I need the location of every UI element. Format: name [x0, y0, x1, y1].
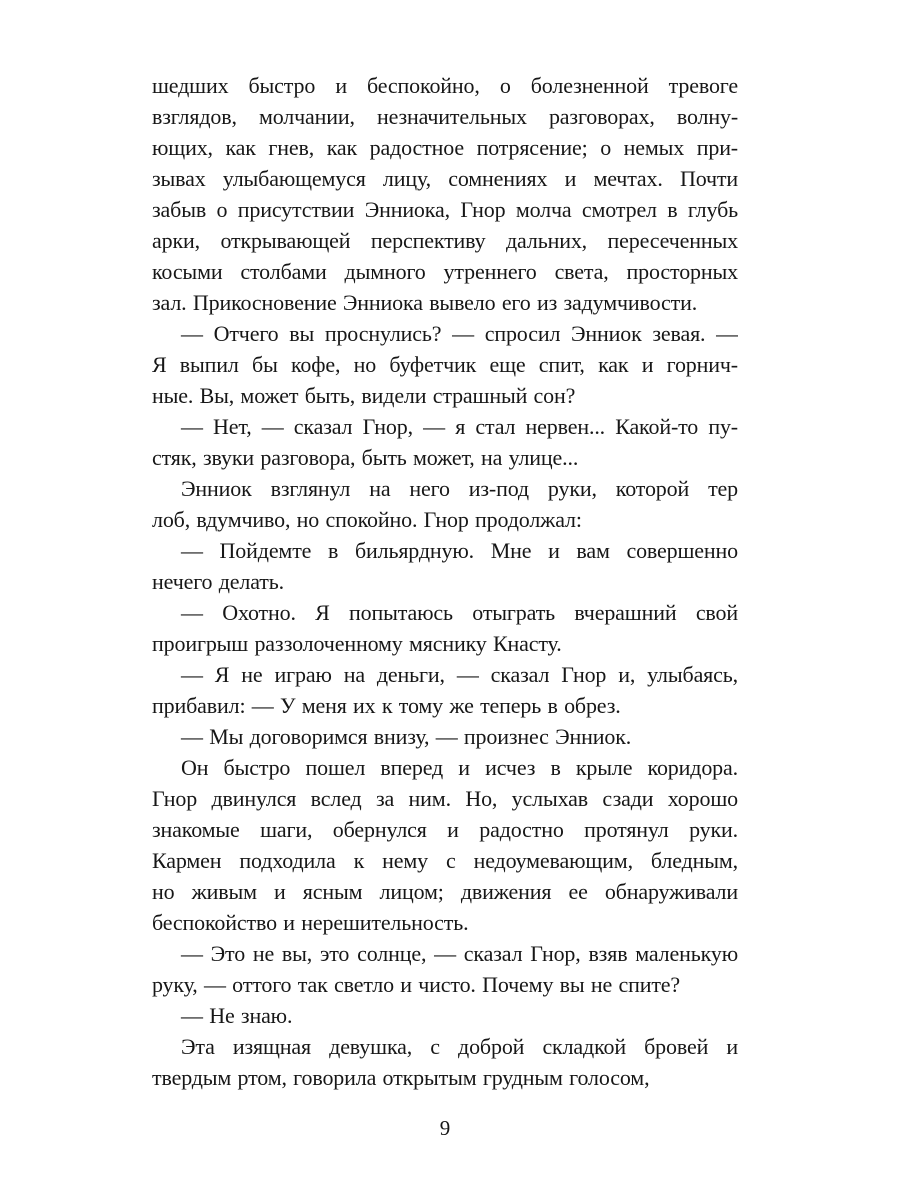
- paragraph: [152, 411, 738, 473]
- text-line: — Нет, — сказал Гнор, — я стал нервен... Какой-то пу-: [181, 414, 738, 439]
- paragraph: [152, 659, 738, 721]
- text-line: стяк, звуки разговора, быть может, на улице...: [152, 445, 579, 470]
- text-line: беспокойство и нерешительность.: [152, 910, 469, 935]
- text-line: но живым и ясным лицом; движения ее обнаруживали: [152, 879, 738, 904]
- text-line: шедших быстро и беспокойно, о болезненной тревоге: [152, 73, 738, 98]
- text-line: забыв о присутствии Энниока, Гнор молча смотрел в глубь: [152, 197, 738, 222]
- text-line: ные. Вы, может быть, видели страшный сон?: [152, 383, 576, 408]
- text-line: — Это не вы, это солнце, — сказал Гнор, взяв маленькую: [181, 941, 738, 966]
- text-line: — Я не играю на деньги, — сказал Гнор и, улыбаясь,: [181, 662, 738, 687]
- paragraph: [152, 721, 738, 752]
- paragraph: [152, 535, 738, 597]
- page-number: 9: [439, 1116, 451, 1140]
- text-line: — Не знаю.: [181, 1003, 293, 1028]
- text-line: лоб, вдумчиво, но спокойно. Гнор продолжал:: [152, 507, 582, 532]
- paragraph: [152, 70, 738, 318]
- text-column: [152, 70, 738, 1141]
- text-line: нечего делать.: [152, 569, 284, 594]
- text-line: Гнор двинулся вслед за ним. Но, услыхав сзади хорошо: [152, 786, 738, 811]
- paragraph: [152, 938, 738, 1000]
- text-line: взглядов, молчании, незначительных разговорах, волну-: [152, 104, 738, 129]
- paragraph: [152, 473, 738, 535]
- text-line: Энниок взглянул на него из-под руки, которой тер: [181, 476, 738, 501]
- paragraph: [152, 1000, 738, 1031]
- text-line: Он быстро пошел вперед и исчез в крыле коридора.: [181, 755, 738, 780]
- text-line: Эта изящная девушка, с доброй складкой бровей и: [181, 1034, 738, 1059]
- text-line: Кармен подходила к нему с недоумевающим, бледным,: [152, 848, 738, 873]
- text-line: — Мы договоримся внизу, — произнес Энниок.: [181, 724, 632, 749]
- text-line: — Пойдемте в бильярдную. Мне и вам совершенно: [181, 538, 738, 563]
- text-line: зал. Прикосновение Энниока вывело его из задумчивости.: [152, 290, 698, 315]
- text-line: проигрыш раззолоченному мяснику Кнасту.: [152, 631, 562, 656]
- text-line: прибавил: — У меня их к тому же теперь в обрез.: [152, 693, 621, 718]
- paragraph: [152, 1031, 738, 1093]
- page-text: [152, 70, 738, 1093]
- text-line: твердым ртом, говорила открытым грудным голосом,: [152, 1065, 650, 1090]
- text-line: арки, открывающей перспективу дальних, пересеченных: [152, 228, 738, 253]
- text-line: — Отчего вы проснулись? — спросил Энниок зевая. —: [181, 321, 738, 346]
- text-line: знакомые шаги, обернулся и радостно протянул руки.: [152, 817, 738, 842]
- paragraph: [152, 597, 738, 659]
- text-line: косыми столбами дымного утреннего света, просторных: [152, 259, 738, 284]
- text-line: Я выпил бы кофе, но буфетчик еще спит, как и горнич-: [152, 352, 738, 377]
- paragraph: [152, 318, 738, 411]
- paragraph: [152, 752, 738, 938]
- text-line: зывах улыбающемуся лицу, сомнениях и мечтах. Почти: [152, 166, 738, 191]
- text-line: ющих, как гнев, как радостное потрясение; о немых при-: [152, 135, 738, 160]
- text-line: — Охотно. Я попытаюсь отыграть вчерашний свой: [181, 600, 738, 625]
- text-line: руку, — оттого так светло и чисто. Почему вы не спите?: [152, 972, 681, 997]
